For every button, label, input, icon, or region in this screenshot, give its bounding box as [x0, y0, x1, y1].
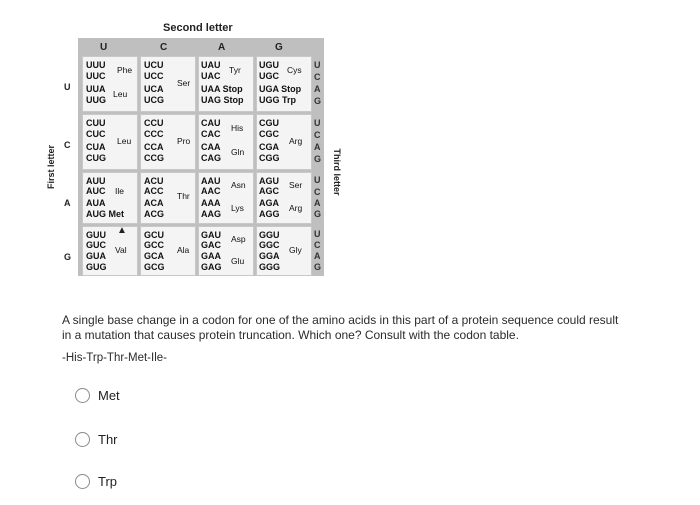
cell-ga: GAU GAC GAA GAG Asp Glu	[198, 226, 254, 276]
col-head-c: C	[160, 42, 168, 53]
cell-cg: CGU CGC CGA CGG Arg	[256, 114, 312, 170]
cell-au: AUU AUC AUA AUG Met Ile	[82, 172, 138, 224]
question-text: A single base change in a codon for one of the amino acids in this part of a protein sequence could result in a mutation that causes protein truncation. Which one? Consult with the codon table.	[62, 313, 619, 342]
option-label: Thr	[98, 432, 118, 447]
second-letter-label: Second letter	[163, 22, 233, 34]
option-trp[interactable]	[75, 474, 117, 489]
row-head-c: C	[64, 140, 71, 150]
first-letter-label: First letter	[46, 144, 56, 190]
protein-sequence: -His-Trp-Thr-Met-Ile-	[62, 352, 167, 364]
radio-thr[interactable]	[75, 432, 90, 447]
cell-ug: UGU UGC UGA Stop UGG Trp Cys	[256, 56, 312, 112]
cell-uc: UCU UCC UCA UCG Ser	[140, 56, 196, 112]
cell-gg: GGU GGC GGA GGG Gly	[256, 226, 312, 276]
radio-met[interactable]	[75, 388, 90, 403]
third-letter-label: Third letter	[332, 148, 342, 196]
cell-ag: AGU AGC AGA AGG Ser Arg	[256, 172, 312, 224]
option-met[interactable]	[75, 388, 120, 403]
cell-aa: AAU AAC AAA AAG Asn Lys	[198, 172, 254, 224]
cell-uu: UUU UUC UUA UUG Phe Leu	[82, 56, 138, 112]
cell-cc: CCU CCC CCA CCG Pro	[140, 114, 196, 170]
cell-gc: GCU GCC GCA GCG Ala	[140, 226, 196, 276]
cell-ua: UAU UAC UAA Stop UAG Stop Tyr	[198, 56, 254, 112]
row-head-a: A	[64, 198, 71, 208]
cell-ca: CAU CAC CAA CAG His Gln	[198, 114, 254, 170]
arrow-up-icon: ▲	[117, 225, 127, 236]
col-head-g: G	[275, 42, 283, 53]
option-thr[interactable]	[75, 432, 118, 447]
col-head-a: A	[218, 42, 226, 53]
cell-cu: CUU CUC CUA CUG Leu	[82, 114, 138, 170]
cell-gu: GUU GUC GUA GUG Val ▲	[82, 226, 138, 276]
option-label: Met	[98, 388, 120, 403]
option-label: Trp	[98, 474, 118, 489]
row-head-g: G	[64, 252, 72, 262]
codon-grid: U C A G U C A G UUU UUC UUA UUG Phe Leu UCU UCC UCA UCG Ser UAU UAC UAA Stop UAG Stop Tyr UGU UGC UGA Stop UGG Trp Cys CUU CUC CUA CUG Leu CCU CCC CCA CCG Pro CAU CAC CAA CAG His Gln CGU CGC CGA CGG Arg AUU AUC AUA AUG Met Ile ACU ACC ACA ACG Thr AAU AAC AAA AAG Asn Lys AGU AGC AGA AGG Ser Arg GUU GUC GUA GUG Val ▲ GCU GCC GCA GCG Ala GAU GAC GAA GAG Asp Glu GGU GGC GGA GGG Gly U C A G U C A G U C A G U C A G	[78, 38, 324, 276]
radio-trp[interactable]	[75, 474, 90, 489]
cell-ac: ACU ACC ACA ACG Thr	[140, 172, 196, 224]
row-head-u: U	[64, 82, 71, 92]
col-head-u: U	[100, 42, 108, 53]
